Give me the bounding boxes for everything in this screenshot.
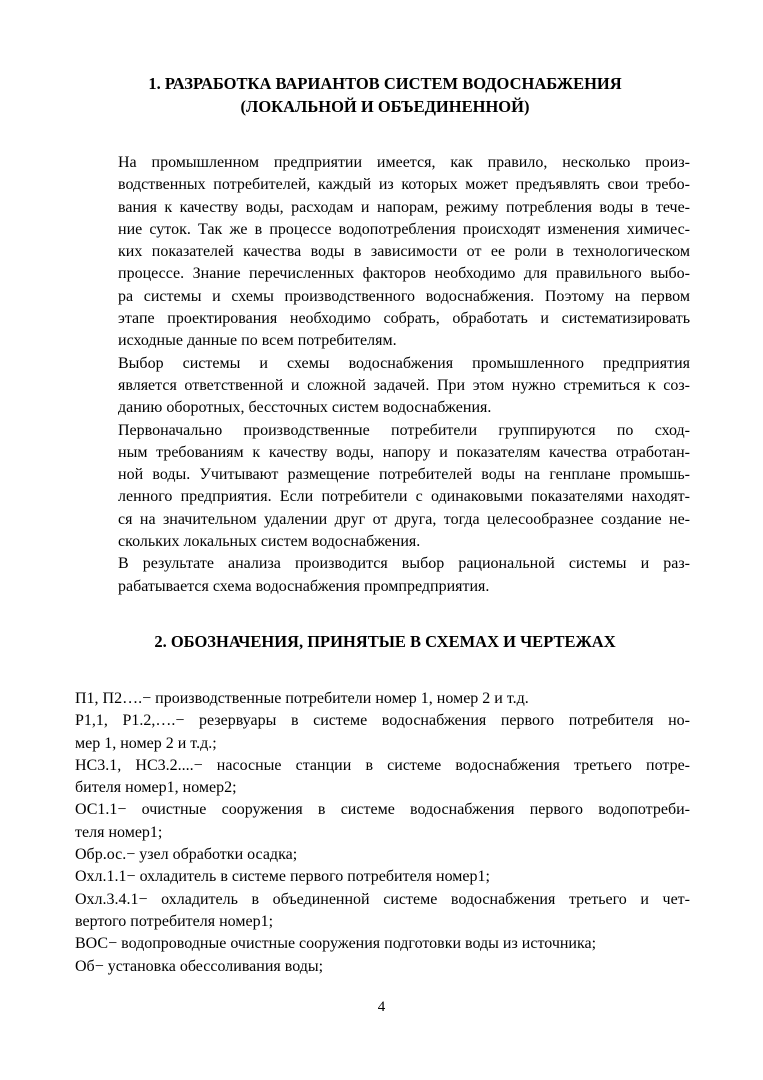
designation-entry bbox=[75, 710, 690, 755]
section-1-body bbox=[75, 152, 690, 598]
designation-line: Об− установка обессоливания воды; bbox=[75, 957, 324, 975]
designation-entry bbox=[75, 889, 690, 934]
paragraph-line: процессе. Знание перечисленных факторов необходимо для правильного выбо- bbox=[118, 265, 690, 283]
paragraph-line: ным требованиям к качеству воды, напору и показателям качества отработан- bbox=[118, 443, 690, 461]
designations-list bbox=[75, 688, 690, 978]
paragraph-line: вания к качеству воды, расходам и напорам, режиму потребления воды в тече- bbox=[118, 198, 690, 216]
paragraph-line: исходные данные по всем потребителям. bbox=[118, 332, 397, 350]
designation-line: ВОС− водопроводные очистные сооружения подготовки воды из источника; bbox=[75, 935, 597, 953]
paragraph-line: ра системы и схемы производственного водоснабжения. Поэтому на первом bbox=[118, 287, 690, 305]
paragraph-line: На промышленном предприятии имеется, как правило, несколько произ- bbox=[118, 154, 690, 171]
section-2-heading: 2. ОБОЗНАЧЕНИЯ, ПРИНЯТЫЕ В СХЕМАХ И ЧЕРТЕЖАХ bbox=[154, 632, 616, 651]
paragraph-line: водственных потребителей, каждый из которых может предъявлять свои требо- bbox=[118, 176, 690, 194]
paragraph-line: ние суток. Так же в процессе водопотребления происходят изменения химичес- bbox=[118, 220, 690, 238]
designation-line: Охл.3.4.1− охладитель в объединенной системе водоснабжения третьего и чет- bbox=[75, 890, 690, 908]
designation-line: теля номер1; bbox=[75, 823, 163, 841]
paragraph-line: данию оборотных, бессточных систем водоснабжения. bbox=[118, 399, 492, 417]
section-1-heading bbox=[80, 72, 690, 118]
designation-entry bbox=[75, 866, 690, 888]
paragraph-line: является ответственной и сложной задачей. При этом нужно стремиться к соз- bbox=[118, 376, 690, 394]
designation-line: ОС1.1− очистные сооружения в системе водоснабжения первого водопотреби- bbox=[75, 801, 690, 819]
designation-line: Обр.ос.− узел обработки осадка; bbox=[75, 846, 298, 864]
paragraph-line: ких показателей качества воды в зависимости от ее роли в технологическом bbox=[118, 243, 690, 261]
paragraph-line: скольких локальных систем водоснабжения. bbox=[118, 533, 421, 551]
designation-entry bbox=[75, 799, 690, 844]
designation-line: вертого потребителя номер1; bbox=[75, 912, 274, 930]
paragraph bbox=[75, 553, 690, 598]
paragraph-line: ся на значительном удалении друг от друга, тогда целесообразнее создание не- bbox=[118, 510, 690, 528]
designation-line: мер 1, номер 2 и т.д.; bbox=[75, 734, 217, 752]
designation-line: НС3.1, НС3.2....− насосные станции в системе водоснабжения третьего потре- bbox=[75, 756, 690, 774]
designation-entry bbox=[75, 956, 690, 978]
paragraph-line: этапе проектирования необходимо собрать, обработать и систематизировать bbox=[118, 310, 690, 328]
paragraph-line: рабатывается схема водоснабжения промпредприятия. bbox=[118, 577, 490, 595]
designation-line: Р1,1, Р1.2,….− резервуары в системе водоснабжения первого потребителя но- bbox=[75, 712, 690, 730]
paragraph bbox=[75, 152, 690, 353]
designation-line: Охл.1.1− охладитель в системе первого потребителя номер1; bbox=[75, 868, 490, 886]
section-1-heading-line-1: 1. РАЗРАБОТКА ВАРИАНТОВ СИСТЕМ ВОДОСНАБЖЕНИЯ bbox=[148, 74, 622, 93]
designation-line: П1, П2….− производственные потребители номер 1, номер 2 и т.д. bbox=[75, 690, 529, 707]
designation-entry bbox=[75, 844, 690, 866]
paragraph bbox=[75, 420, 690, 554]
paragraph bbox=[75, 353, 690, 420]
paragraph-line: ной воды. Учитывают размещение потребителей воды на генплане промышь- bbox=[118, 466, 690, 484]
page-number: 4 bbox=[377, 999, 386, 1015]
paragraph-line: Выбор системы и схемы водоснабжения промышленного предприятия bbox=[118, 354, 690, 372]
paragraph-line: В результате анализа производится выбор рациональной системы и раз- bbox=[118, 555, 690, 573]
section-1-heading-line-2: (ЛОКАЛЬНОЙ И ОБЪЕДИНЕННОЙ) bbox=[240, 97, 530, 116]
designation-line: бителя номер1, номер2; bbox=[75, 779, 237, 797]
designation-entry bbox=[75, 933, 690, 955]
paragraph-line: ленного предприятия. Если потребители с одинаковыми показателями находят- bbox=[118, 488, 690, 506]
paragraph-line: Первоначально производственные потребители группируются по сход- bbox=[118, 421, 690, 439]
designation-entry bbox=[75, 755, 690, 800]
designation-entry bbox=[75, 688, 690, 710]
